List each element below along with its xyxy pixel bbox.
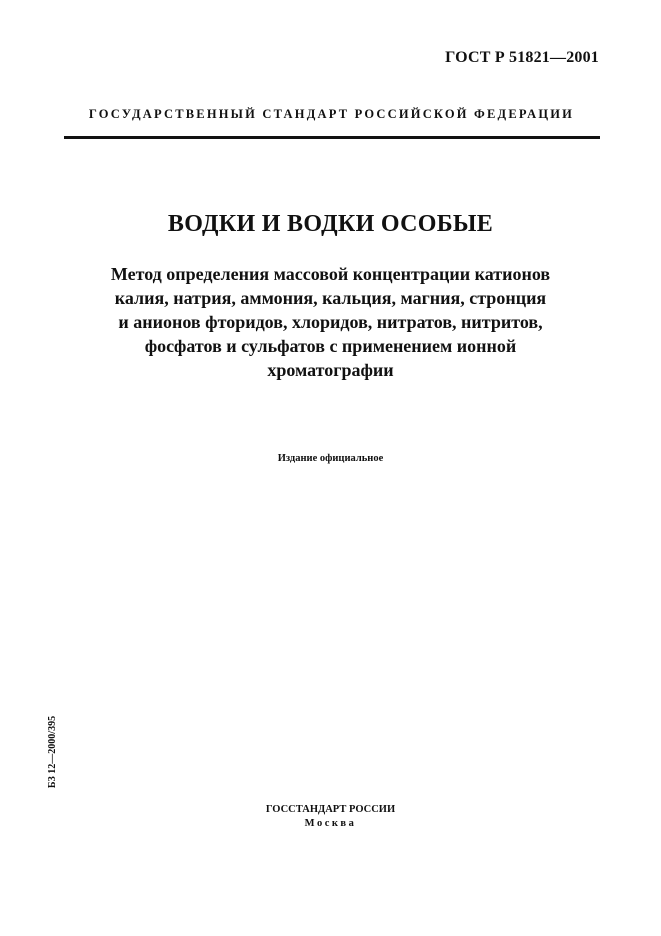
document-title: ВОДКИ И ВОДКИ ОСОБЫЕ [167, 211, 494, 237]
side-registration-code: БЗ 12—2000/395 [47, 715, 58, 789]
subtitle-line: хроматографии [267, 360, 394, 380]
subtitle-line: Метод определения массовой концентрации катионов [110, 264, 551, 284]
edition-label: Издание официальное [277, 453, 384, 464]
document-subtitle [40, 262, 621, 382]
publisher-name: ГОССТАНДАРТ РОССИИ [265, 804, 396, 815]
organization-title: ГОСУДАРСТВЕННЫЙ СТАНДАРТ РОССИЙСКОЙ ФЕДЕРАЦИИ [88, 107, 575, 121]
document-number: ГОСТ Р 51821—2001 [445, 49, 599, 66]
subtitle-line: фосфатов и сульфатов с применением ионной [144, 336, 517, 356]
publisher-city: Москва [304, 818, 357, 829]
subtitle-line: и анионов фторидов, хлоридов, нитратов, нитритов, [118, 312, 543, 332]
header-divider [64, 136, 600, 139]
subtitle-line: калия, натрия, аммония, кальция, магния, стронция [114, 288, 547, 308]
